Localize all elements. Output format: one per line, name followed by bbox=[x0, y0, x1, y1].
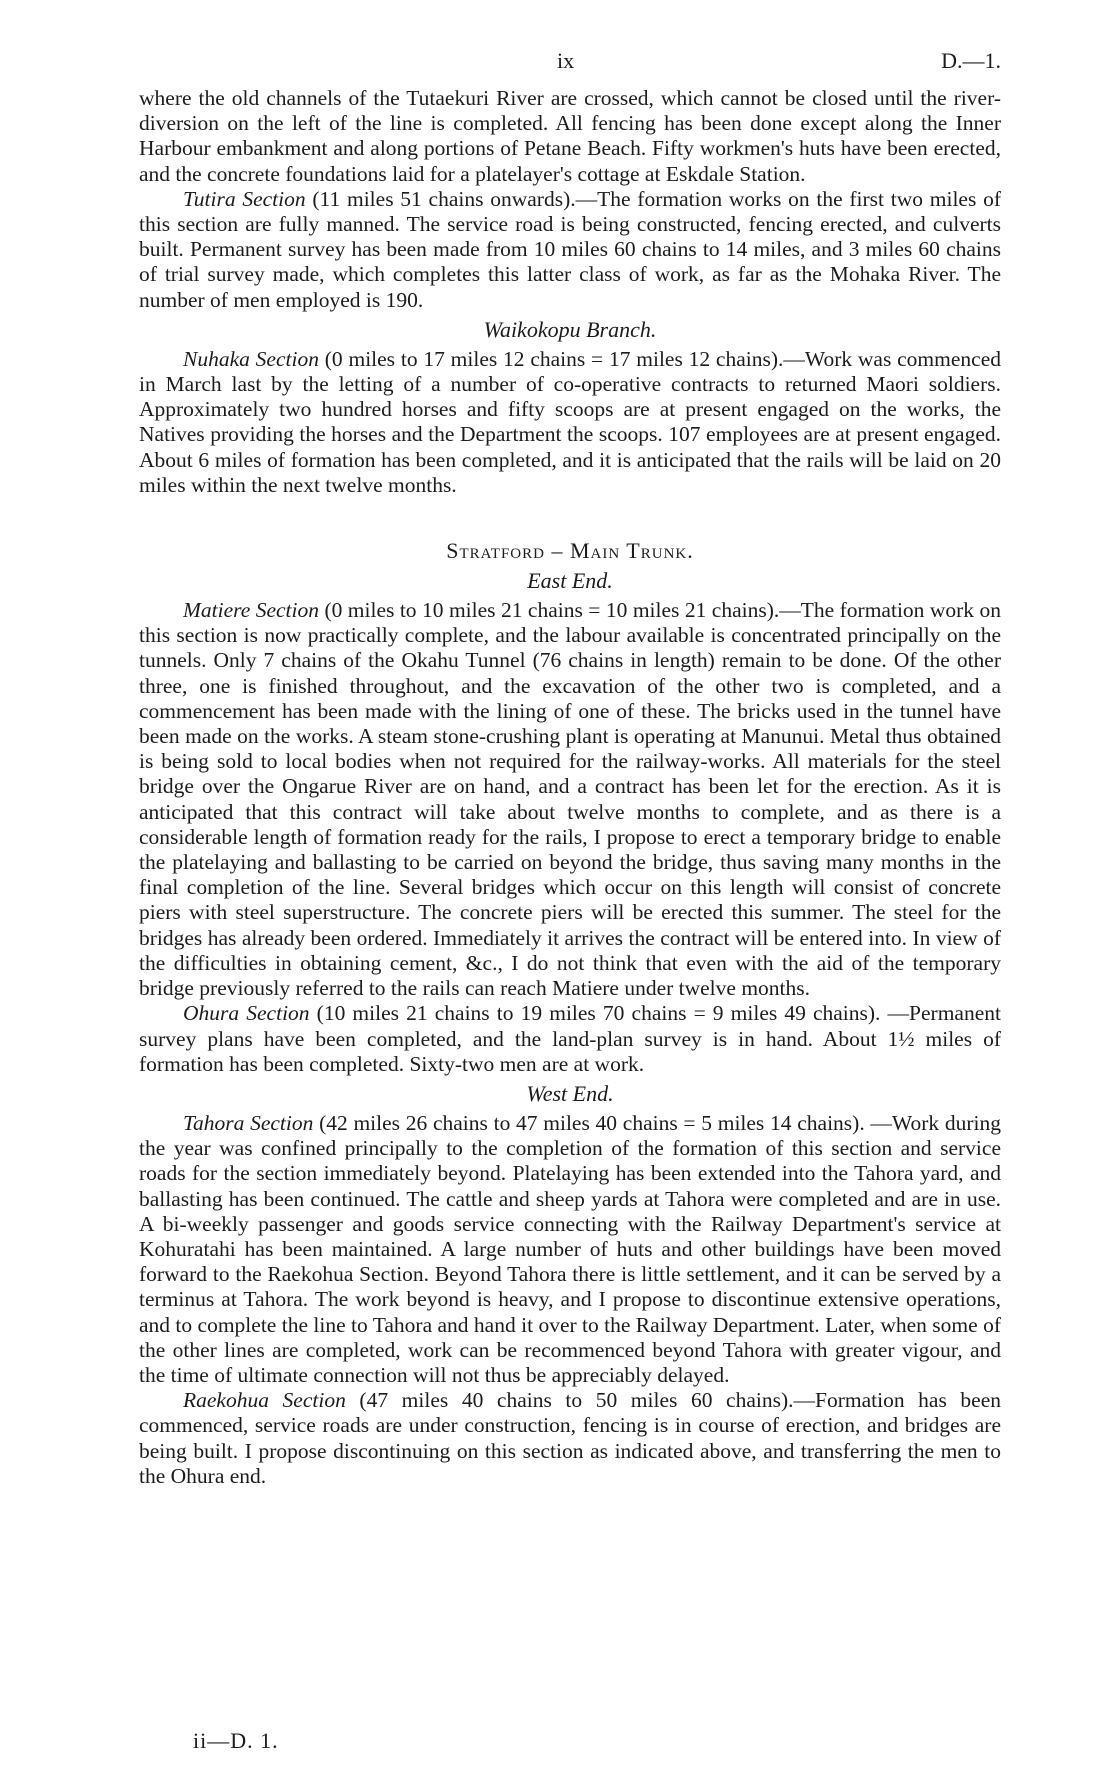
raekohua-section-text: (47 miles 40 chains to 50 miles 60 chains).—Formation has been commenced, service roads are under construction, fencing is in course of erection, and bridges are being built. I propose discontinuing on this section as indicated above, and transferring the men to the Ohura end. bbox=[139, 1388, 1001, 1488]
paragraph-nuhaka-section bbox=[139, 347, 1001, 498]
tutira-section-text: (11 miles 51 chains onwards).—The formation works on the first two miles of this section are fully manned. The service road is being constructed, fencing erected, and culverts built. Permanent survey has been made from 10 miles 60 chains to 14 miles, and 3 miles 60 chains of trial survey made, which completes this latter class of work, as far as the Mohaka River. The number of men employed is 190. bbox=[139, 186, 1001, 312]
matiere-section-text: (0 miles to 10 miles 21 chains = 10 miles 21 chains).—The formation work on this section is now practically complete, and the labour available is concentrated principally on the tunnels. Only 7 chains of the Okahu Tunnel (76 chains in length) remain to be done. Of the other three, one is finished throughout, and the excavation of the other two is completed, and a commencement has been made with the lining of one of these. The bricks used in the tunnel have been made on the works. A steam stone-crushing plant is operating at Manunui. Metal thus obtained is being sold to local bodies when not required for the railway-works. All materials for the steel bridge over the Ongarue River are on hand, and a contract has been let for the erection. As it is anticipated that this contract will take about twelve months to complete, and as there is a considerable length of formation ready for the rails, I propose to erect a temporary bridge to enable the platelaying and ballasting to be carried on beyond the bridge, thus saving many months in the final completion of the line. Several bridges which occur on this length will consist of concrete piers with steel superstructure. The concrete piers will be erected this summer. The steel for the bridges has already been ordered. Immediately it arrives the contract will be entered into. In view of the difficulties in obtaining cement, &c., I do not think that even with the aid of the temporary bridge previously referred to the rails can reach Matiere under twelve months. bbox=[139, 598, 1002, 1001]
nuhaka-section-title: Nuhaka Section bbox=[183, 346, 319, 371]
tahora-section-title: Tahora Section bbox=[183, 1110, 314, 1135]
document-page bbox=[139, 40, 1001, 1489]
heading-east-end: East End. bbox=[527, 568, 613, 594]
paragraph-harbour-works: where the old channels of the Tutaekuri River are crossed, which cannot be closed until the river-diversion on the left of the line is completed. All fencing has been done except along the Inner Harbour embankment and along portions of Petane Beach. Fifty workmen's huts have been erected, and the concrete foundations laid for a platelayer's cottage at Eskdale Station. bbox=[139, 86, 1001, 186]
page-header bbox=[139, 40, 1001, 86]
heading-stratford-main-trunk: Stratford – Main Trunk. bbox=[446, 538, 694, 564]
page-signature: ii—D. 1. bbox=[193, 1728, 279, 1753]
nuhaka-section-text: (0 miles to 17 miles 12 chains = 17 miles 12 chains).—Work was commenced in March last by the letting of a number of co-operative contracts to returned Maori soldiers. Approximately two hundred horses and fifty scoops are at present engaged on the works, the Natives providing the horses and the Department the scoops. 107 employees are at present engaged. About 6 miles of formation has been completed, and it is anticipated that the rails will be laid on 20 miles within the next twelve months. bbox=[139, 346, 1001, 497]
ohura-section-text: (10 miles 21 chains to 19 miles 70 chains = 9 miles 49 chains). —Permanent survey plans have been completed, and the land-plan survey is in hand. About 1½ miles of formation has been completed. Sixty-two men are at work. bbox=[139, 1001, 1001, 1076]
paragraph-ohura-section bbox=[139, 1001, 1001, 1077]
raekohua-section-title: Raekohua Section bbox=[183, 1388, 346, 1413]
paragraph-tutira-section bbox=[139, 187, 1001, 313]
tahora-section-text: (42 miles 26 chains to 47 miles 40 chains = 5 miles 14 chains). —Work during the year was confined principally to the completion of the formation of this section and service roads for the section immediately beyond. Platelaying has been extended into the Tahora yard, and ballasting has been continued. The cattle and sheep yards at Tahora were completed and are in use. A bi-weekly passenger and goods service connecting with the Railway Department's service at Kohuratahi has been maintained. A large number of huts and other buildings have been moved forward to the Raekohua Section. Beyond Tahora there is little settlement, and it can be served by a terminus at Tahora. The work beyond is heavy, and I propose to discontinue extensive operations, and to complete the line to Tahora and hand it over to the Railway Department. Later, when some of the other lines are completed, work can be recommenced beyond Tahora with greater vigour, and the time of ultimate connection will not thus be appreciably delayed. bbox=[139, 1110, 1001, 1387]
paragraph-tahora-section bbox=[139, 1111, 1001, 1388]
matiere-section-title: Matiere Section bbox=[183, 598, 319, 623]
document-reference: D.—1. bbox=[941, 48, 1001, 73]
paragraph-raekohua-section bbox=[139, 1388, 1001, 1489]
paragraph-matiere-section bbox=[139, 598, 1001, 1001]
page-number: ix bbox=[557, 48, 575, 73]
ohura-section-title: Ohura Section bbox=[183, 1001, 310, 1026]
heading-waikokopu-branch: Waikokopu Branch. bbox=[483, 316, 657, 342]
tutira-section-title: Tutira Section bbox=[183, 186, 306, 211]
heading-west-end: West End. bbox=[526, 1080, 614, 1106]
